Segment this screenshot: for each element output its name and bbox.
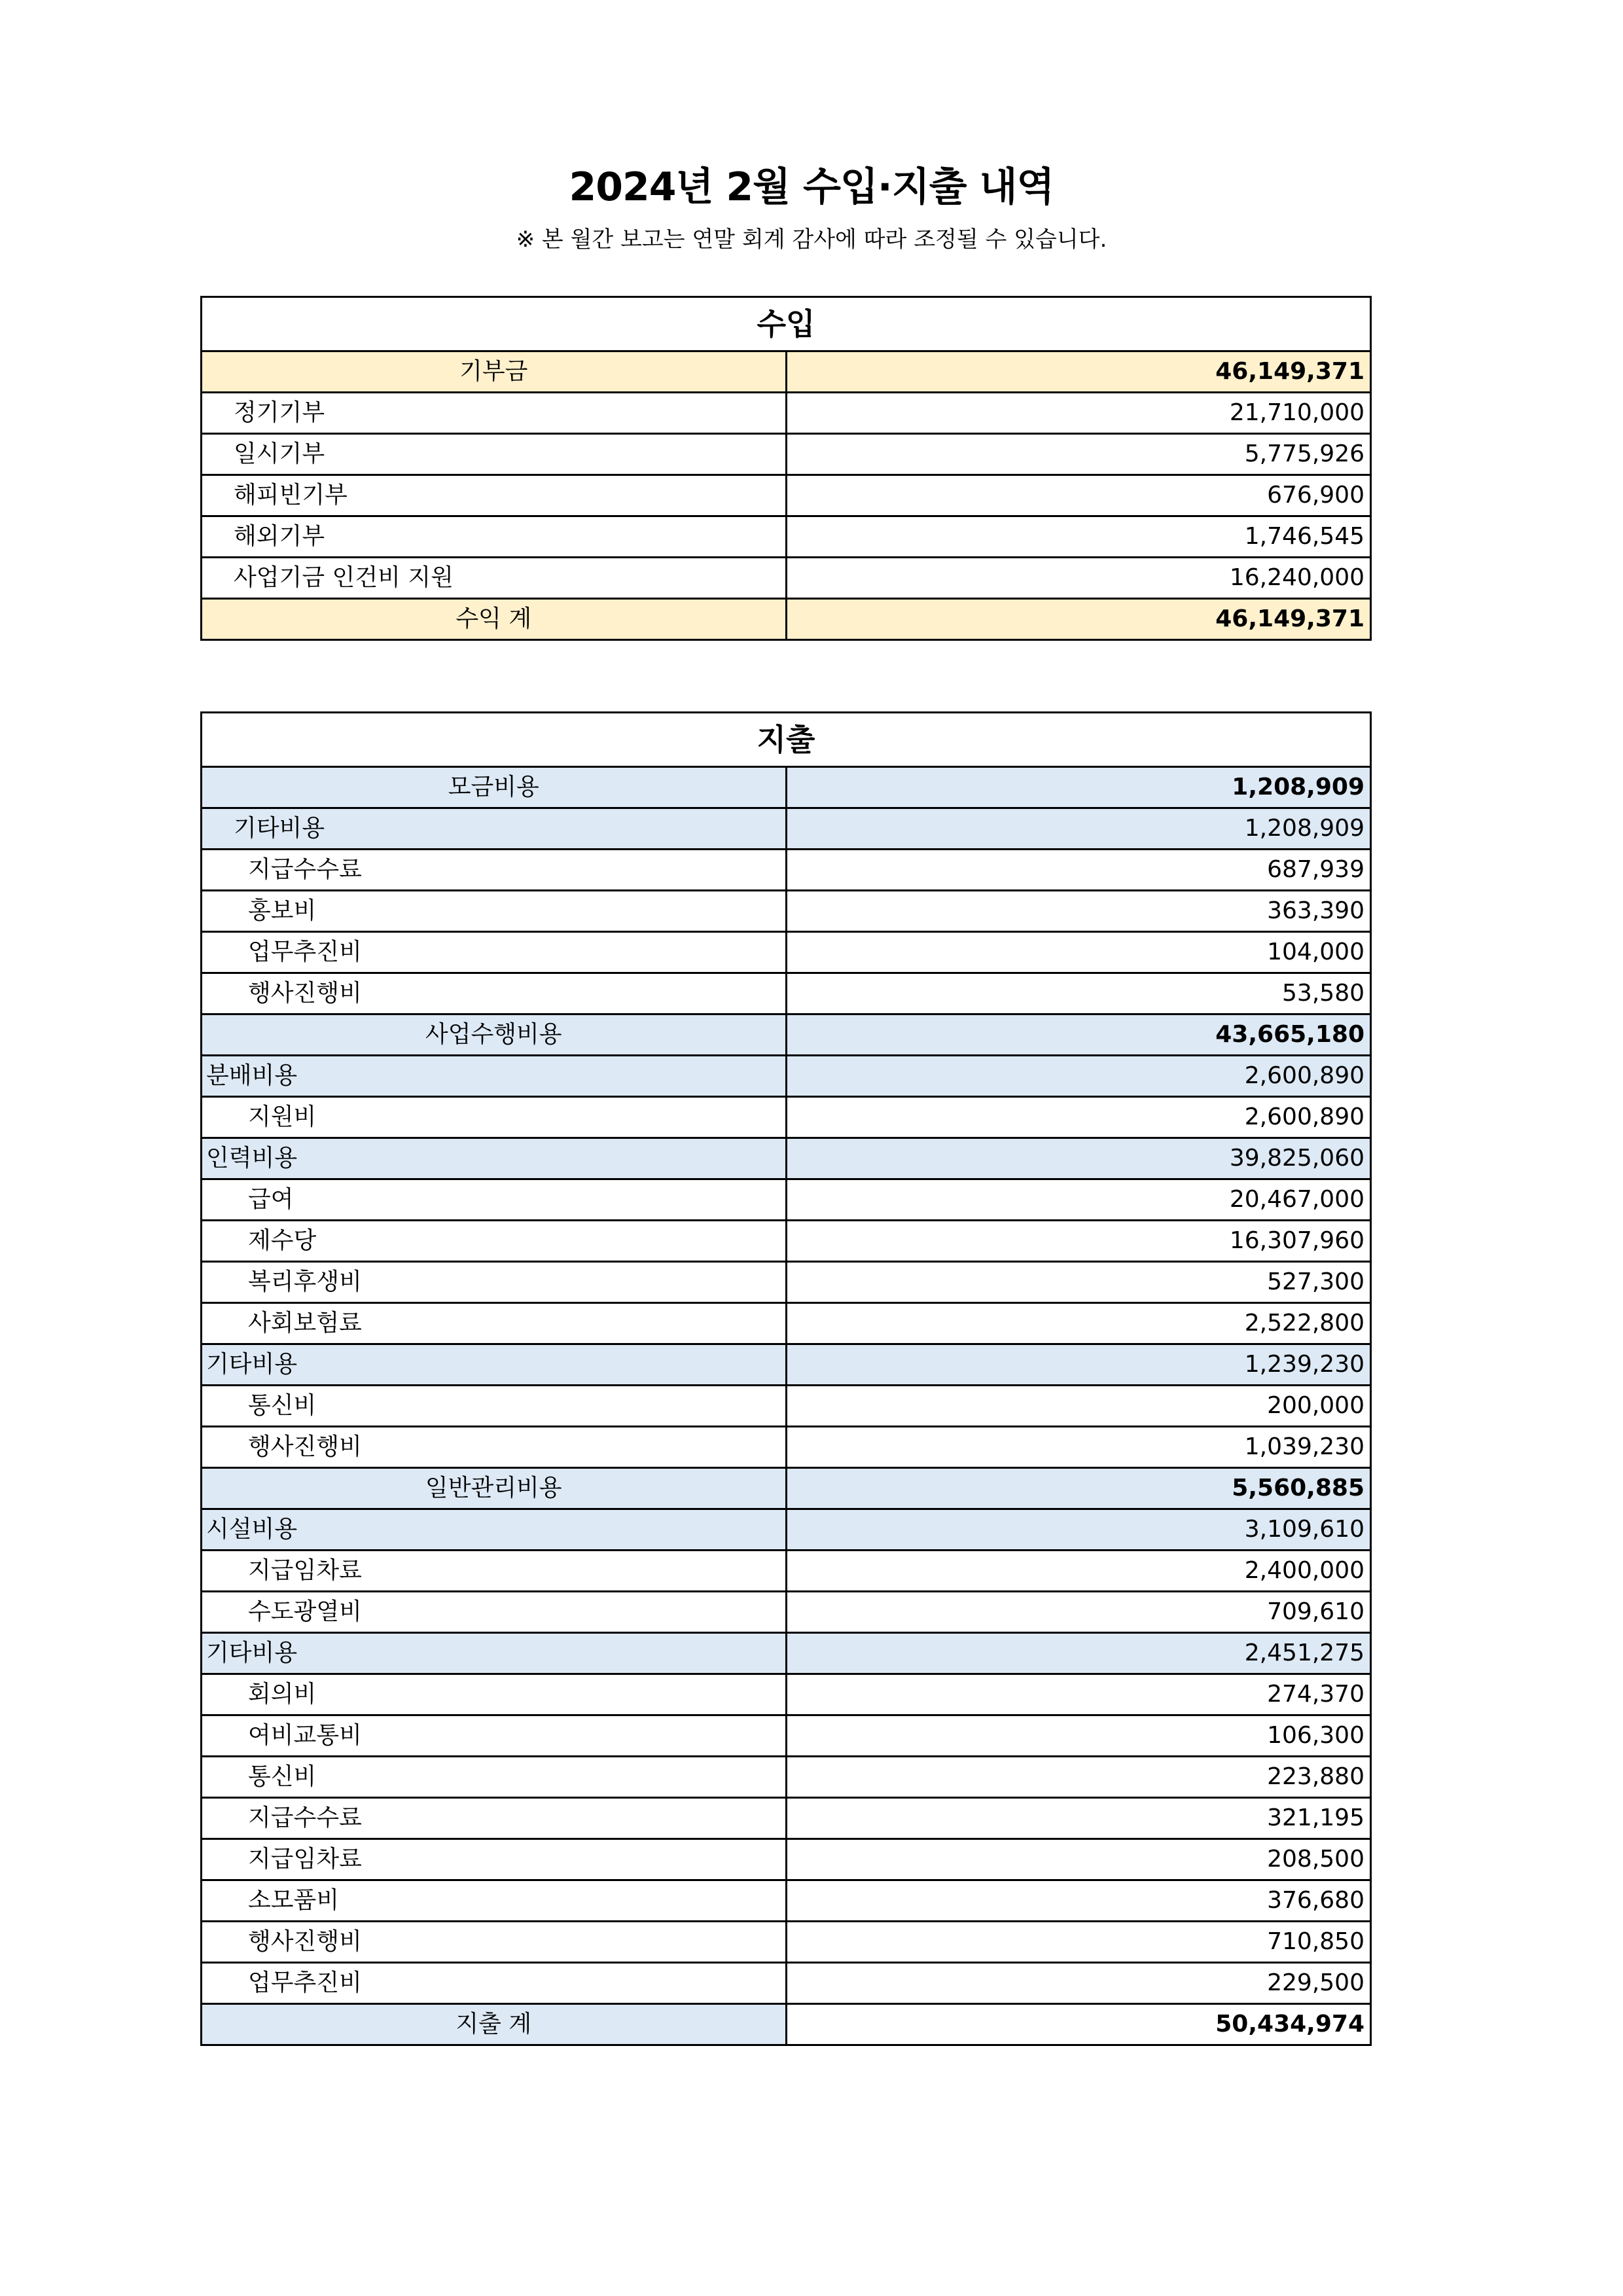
row-amount: 16,240,000 <box>786 558 1371 599</box>
table-row <box>202 1674 1371 1715</box>
row-label: 지급수수료 <box>202 1798 787 1839</box>
row-amount: 687,939 <box>786 850 1371 891</box>
row-amount: 50,434,974 <box>786 2004 1371 2045</box>
table-row <box>202 1427 1371 1468</box>
table-row <box>202 1303 1371 1344</box>
row-amount: 1,746,545 <box>786 516 1371 558</box>
expense-header: 지출 <box>202 713 1371 767</box>
income-header-row <box>202 297 1371 351</box>
row-label: 홍보비 <box>202 891 787 932</box>
row-label: 소모품비 <box>202 1880 787 1922</box>
row-label: 행사진행비 <box>202 973 787 1014</box>
row-amount: 5,775,926 <box>786 434 1371 475</box>
row-amount: 676,900 <box>786 475 1371 516</box>
row-amount: 2,522,800 <box>786 1303 1371 1344</box>
row-amount: 1,239,230 <box>786 1344 1371 1386</box>
row-label: 여비교통비 <box>202 1715 787 1757</box>
row-amount: 39,825,060 <box>786 1138 1371 1179</box>
row-amount: 46,149,371 <box>786 351 1371 393</box>
row-amount: 5,560,885 <box>786 1468 1371 1509</box>
row-label: 해피빈기부 <box>202 475 787 516</box>
row-amount: 709,610 <box>786 1592 1371 1633</box>
row-amount: 2,400,000 <box>786 1551 1371 1592</box>
table-row <box>202 1922 1371 1963</box>
table-row <box>202 1551 1371 1592</box>
income-total-row <box>202 599 1371 640</box>
row-label: 지원비 <box>202 1097 787 1138</box>
row-label: 사업기금 인건비 지원 <box>202 558 787 599</box>
row-amount: 53,580 <box>786 973 1371 1014</box>
table-row <box>202 475 1371 516</box>
income-table <box>200 296 1372 641</box>
expense-section-row <box>202 1014 1371 1056</box>
expense-table <box>200 711 1372 2046</box>
row-label: 분배비용 <box>202 1056 787 1097</box>
category-row <box>202 1633 1371 1674</box>
row-label: 수익 계 <box>202 599 787 640</box>
row-amount: 1,208,909 <box>786 808 1371 850</box>
category-row <box>202 1056 1371 1097</box>
row-label: 제수당 <box>202 1221 787 1262</box>
table-row <box>202 1757 1371 1798</box>
expense-header-row <box>202 713 1371 767</box>
income-header: 수입 <box>202 297 1371 351</box>
row-amount: 1,208,909 <box>786 767 1371 808</box>
table-row <box>202 891 1371 932</box>
row-amount: 376,680 <box>786 1880 1371 1922</box>
row-amount: 208,500 <box>786 1839 1371 1880</box>
row-label: 행사진행비 <box>202 1427 787 1468</box>
row-label: 인력비용 <box>202 1138 787 1179</box>
table-row <box>202 932 1371 973</box>
expense-section-row <box>202 767 1371 808</box>
page-title: 2024년 2월 수입·지출 내역 <box>569 164 1054 210</box>
row-label: 수도광열비 <box>202 1592 787 1633</box>
row-amount: 274,370 <box>786 1674 1371 1715</box>
row-label: 모금비용 <box>202 767 787 808</box>
table-row <box>202 1798 1371 1839</box>
table-row <box>202 1839 1371 1880</box>
row-label: 해외기부 <box>202 516 787 558</box>
table-row <box>202 1386 1371 1427</box>
row-label: 일시기부 <box>202 434 787 475</box>
row-label: 시설비용 <box>202 1509 787 1551</box>
row-label: 사업수행비용 <box>202 1014 787 1056</box>
row-label: 업무추진비 <box>202 932 787 973</box>
category-row <box>202 1509 1371 1551</box>
income-section-row <box>202 351 1371 393</box>
table-row <box>202 516 1371 558</box>
table-row <box>202 1097 1371 1138</box>
row-amount: 527,300 <box>786 1262 1371 1303</box>
row-amount: 16,307,960 <box>786 1221 1371 1262</box>
row-amount: 2,600,890 <box>786 1097 1371 1138</box>
row-amount: 229,500 <box>786 1963 1371 2004</box>
table-row <box>202 1221 1371 1262</box>
table-row <box>202 1715 1371 1757</box>
row-label: 지급수수료 <box>202 850 787 891</box>
category-row <box>202 808 1371 850</box>
table-row <box>202 1262 1371 1303</box>
table-row <box>202 1880 1371 1922</box>
table-row <box>202 973 1371 1014</box>
table-row <box>202 434 1371 475</box>
row-amount: 1,039,230 <box>786 1427 1371 1468</box>
row-amount: 106,300 <box>786 1715 1371 1757</box>
row-amount: 2,451,275 <box>786 1633 1371 1674</box>
row-label: 기타비용 <box>202 1633 787 1674</box>
audit-note: ※ 본 월간 보고는 연말 회계 감사에 따라 조정될 수 있습니다. <box>516 226 1107 253</box>
table-row <box>202 850 1371 891</box>
row-amount: 321,195 <box>786 1798 1371 1839</box>
row-label: 행사진행비 <box>202 1922 787 1963</box>
row-label: 사회보험료 <box>202 1303 787 1344</box>
row-label: 기타비용 <box>202 1344 787 1386</box>
row-label: 통신비 <box>202 1386 787 1427</box>
row-label: 정기기부 <box>202 393 787 434</box>
row-amount: 710,850 <box>786 1922 1371 1963</box>
row-amount: 21,710,000 <box>786 393 1371 434</box>
expense-section-row <box>202 1468 1371 1509</box>
row-label: 기부금 <box>202 351 787 393</box>
row-label: 지출 계 <box>202 2004 787 2045</box>
row-amount: 200,000 <box>786 1386 1371 1427</box>
category-row <box>202 1344 1371 1386</box>
row-label: 업무추진비 <box>202 1963 787 2004</box>
table-row <box>202 1179 1371 1221</box>
row-label: 통신비 <box>202 1757 787 1798</box>
row-amount: 2,600,890 <box>786 1056 1371 1097</box>
table-row <box>202 1592 1371 1633</box>
category-row <box>202 1138 1371 1179</box>
table-row <box>202 393 1371 434</box>
row-label: 지급임차료 <box>202 1839 787 1880</box>
row-amount: 43,665,180 <box>786 1014 1371 1056</box>
row-amount: 3,109,610 <box>786 1509 1371 1551</box>
row-label: 급여 <box>202 1179 787 1221</box>
row-label: 복리후생비 <box>202 1262 787 1303</box>
row-amount: 20,467,000 <box>786 1179 1371 1221</box>
table-row <box>202 1963 1371 2004</box>
table-row <box>202 558 1371 599</box>
row-amount: 223,880 <box>786 1757 1371 1798</box>
row-label: 회의비 <box>202 1674 787 1715</box>
row-label: 기타비용 <box>202 808 787 850</box>
row-amount: 46,149,371 <box>786 599 1371 640</box>
row-amount: 363,390 <box>786 891 1371 932</box>
row-amount: 104,000 <box>786 932 1371 973</box>
row-label: 일반관리비용 <box>202 1468 787 1509</box>
row-label: 지급임차료 <box>202 1551 787 1592</box>
expense-total-row <box>202 2004 1371 2045</box>
